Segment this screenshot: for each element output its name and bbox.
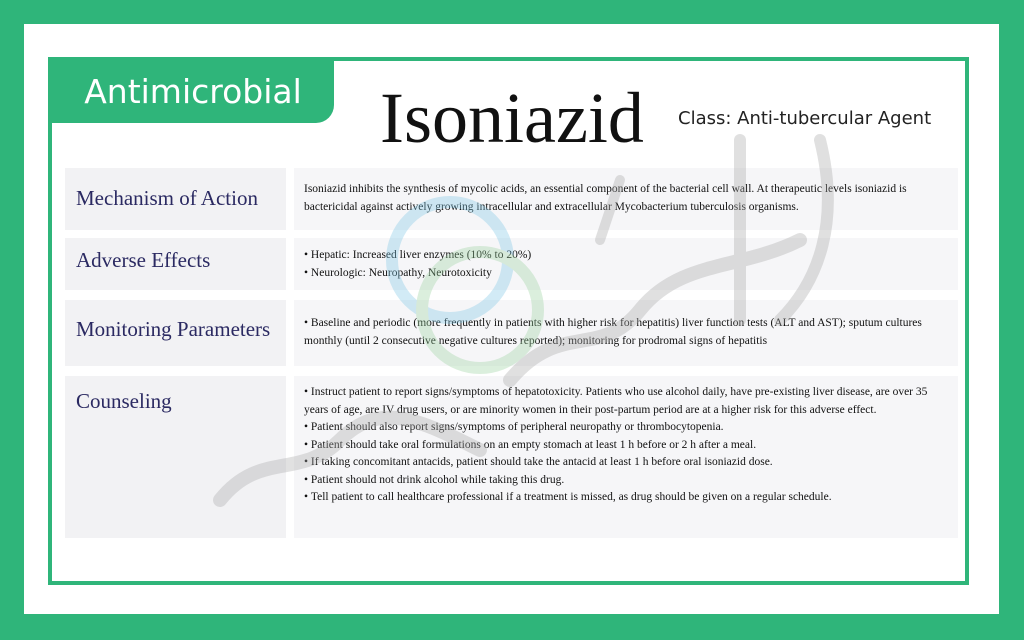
section-body-monitoring [294, 300, 958, 366]
list-item: • Instruct patient to report signs/symptoms of hepatotoxicity. Patients who use alcohol daily, have pre-existing liver disease, are over 35 years of age, are IV drug users, or are minority women in their post-partum period are at a higher risk for this adverse effect. [304, 384, 948, 419]
list-item: • Patient should not drink alcohol while taking this drug. [304, 472, 948, 490]
list-item: • Patient should take oral formulations on an empty stomach at least 1 h before or 2 h after a meal. [304, 437, 948, 455]
drug-class: Class: Anti-tubercular Agent [678, 108, 932, 129]
list-item: • Hepatic: Increased liver enzymes (10% to 20%) [304, 247, 948, 265]
counseling-list [304, 384, 948, 507]
section-body-mechanism [294, 168, 958, 230]
section-label-monitoring: Monitoring Parameters [65, 300, 286, 366]
drug-title: Isoniazid [380, 78, 644, 158]
adverse-list [304, 247, 948, 282]
section-body-adverse [294, 238, 958, 290]
category-tab: Antimicrobial [52, 61, 334, 123]
section-label-adverse: Adverse Effects [65, 238, 286, 290]
section-label-mechanism: Mechanism of Action [65, 168, 286, 230]
section-monitoring [65, 300, 958, 366]
section-mechanism [65, 168, 958, 230]
section-label-counseling: Counseling [65, 376, 286, 538]
list-item: • Patient should also report signs/symptoms of peripheral neuropathy or thrombocytopenia. [304, 419, 948, 437]
list-item: • If taking concomitant antacids, patient should take the antacid at least 1 h before oral isoniazid dose. [304, 454, 948, 472]
list-item: • Tell patient to call healthcare professional if a treatment is missed, as drug should be given on a regular schedule. [304, 489, 948, 507]
monitoring-text: • Baseline and periodic (more frequently in patients with higher risk for hepatitis) liver function tests (ALT and AST); sputum cultures monthly (until 2 consecutive negative cultures reported); monitoring for prodromal signs of hepatitis [304, 317, 922, 347]
section-counseling [65, 376, 958, 538]
mechanism-text: Isoniazid inhibits the synthesis of mycolic acids, an essential component of the bacterial cell wall. At therapeutic levels isoniazid is bactericidal against actively growing intracellular and extracellular Mycobacterium tuberculosis organisms. [304, 183, 907, 213]
list-item: • Neurologic: Neuropathy, Neurotoxicity [304, 265, 948, 283]
section-body-counseling [294, 376, 958, 538]
section-adverse [65, 238, 958, 290]
